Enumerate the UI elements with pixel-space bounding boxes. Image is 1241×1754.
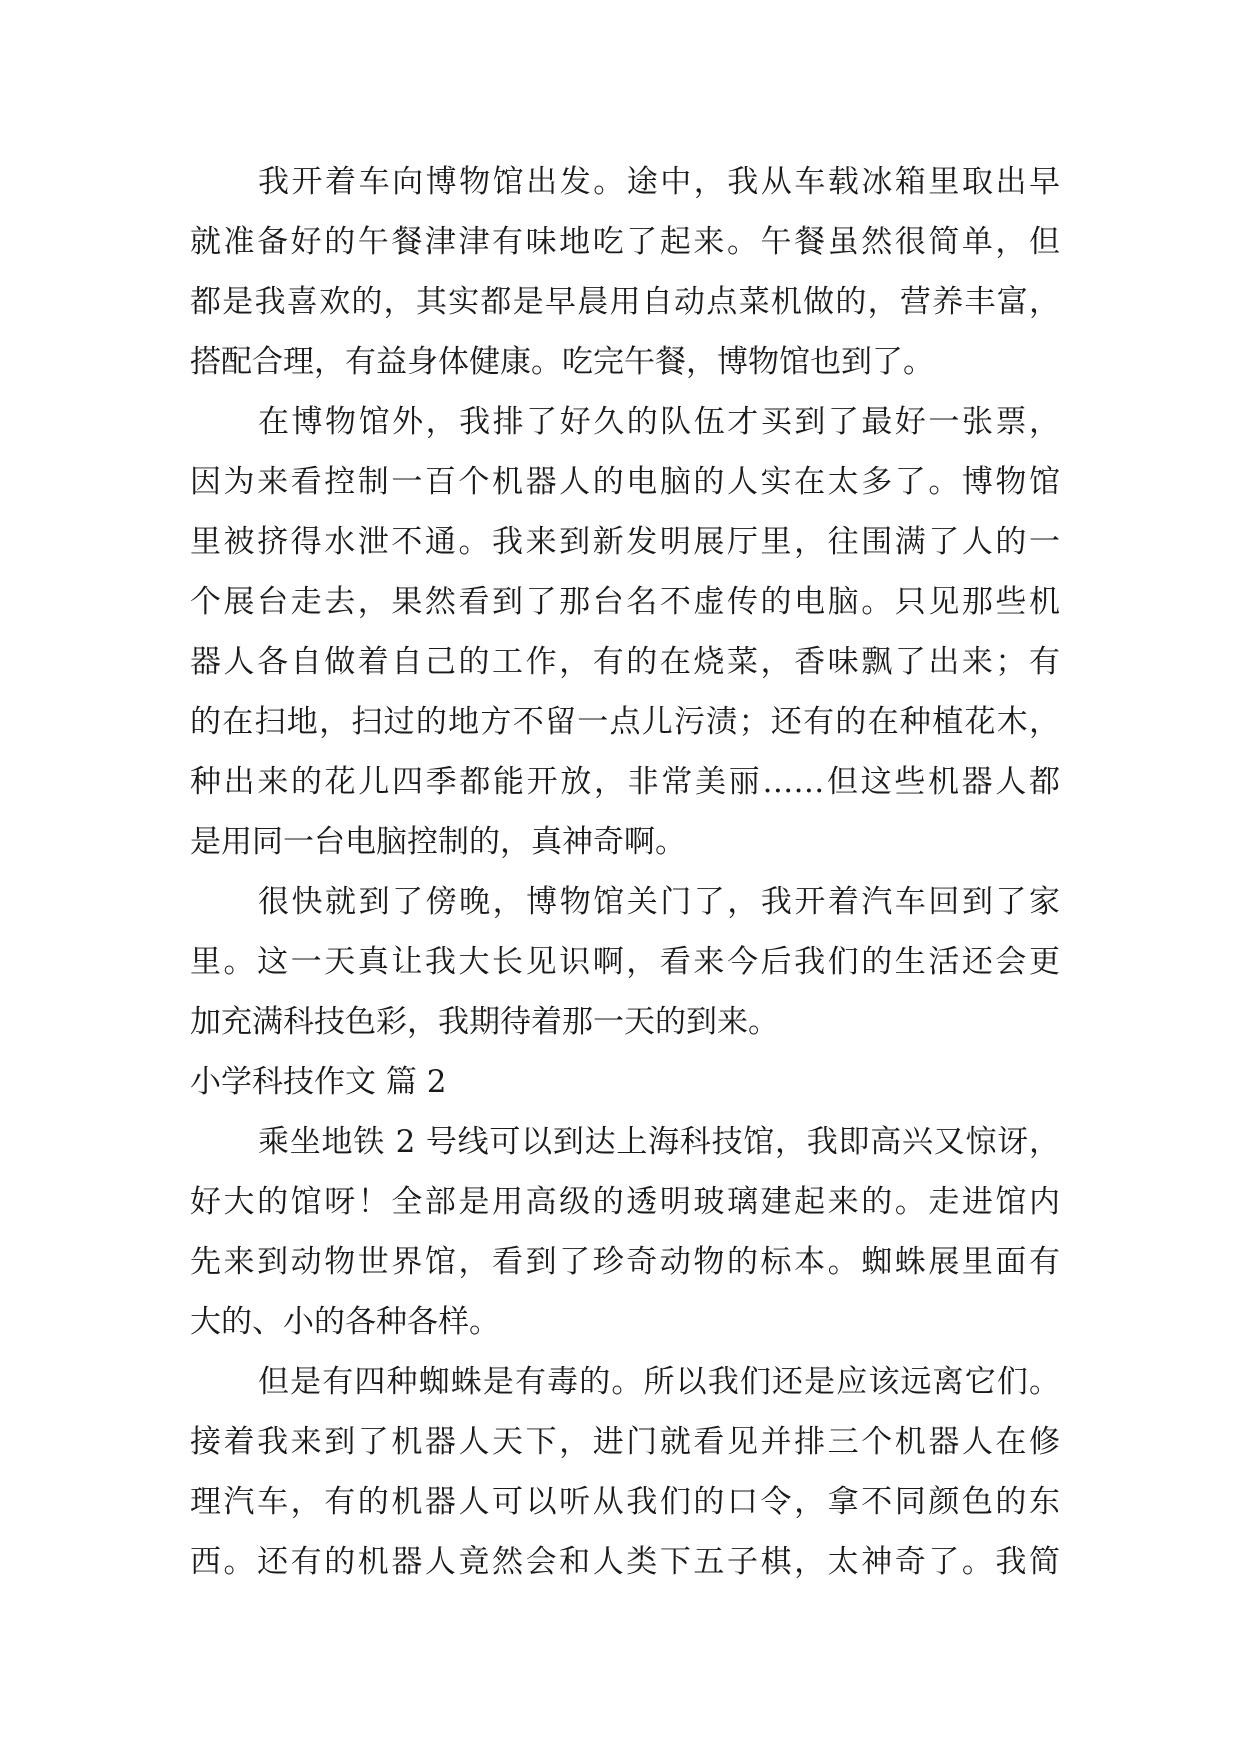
paragraph-line: 大的、小的各种各样。	[190, 1304, 500, 1340]
paragraph-line: 搭配合理，有益身体健康。吃完午餐，博物馆也到了。	[190, 344, 934, 380]
paragraph-line: 先来到动物世界馆，看到了珍奇动物的标本。蜘蛛展里面有	[190, 1244, 1060, 1280]
paragraph-line: 很快就到了傍晚，博物馆关门了，我开着汽车回到了家	[258, 884, 1060, 920]
paragraph-line: 里。这一天真让我大长见识啊，看来今后我们的生活还会更	[190, 944, 1060, 980]
paragraph-line: 都是我喜欢的，其实都是早晨用自动点菜机做的，营养丰富，	[190, 284, 1060, 320]
paragraph-line: 好大的馆呀！全部是用高级的透明玻璃建起来的。走进馆内	[190, 1184, 1060, 1220]
paragraph-line: 个展台走去，果然看到了那台名不虚传的电脑。只见那些机	[190, 584, 1060, 620]
paragraph-line: 接着我来到了机器人天下，进门就看见并排三个机器人在修	[190, 1424, 1060, 1460]
paragraph-line: 理汽车，有的机器人可以听从我们的口令，拿不同颜色的东	[190, 1484, 1060, 1520]
paragraph-line: 在博物馆外，我排了好久的队伍才买到了最好一张票，	[258, 404, 1060, 440]
paragraph-line: 里被挤得水泄不通。我来到新发明展厅里，往围满了人的一	[190, 524, 1060, 560]
paragraph-line: 但是有四种蜘蛛是有毒的。所以我们还是应该远离它们。	[258, 1364, 1060, 1400]
paragraph-line: 是用同一台电脑控制的，真神奇啊。	[190, 824, 686, 860]
paragraph-line: 因为来看控制一百个机器人的电脑的人实在太多了。博物馆	[190, 464, 1060, 500]
paragraph-line: 西。还有的机器人竟然会和人类下五子棋，太神奇了。我简	[190, 1544, 1060, 1580]
paragraph-line: 种出来的花儿四季都能开放，非常美丽……但这些机器人都	[190, 764, 1060, 800]
paragraph-line: 我开着车向博物馆出发。途中，我从车载冰箱里取出早	[258, 164, 1060, 200]
paragraph-line: 的在扫地，扫过的地方不留一点儿污渍；还有的在种植花木，	[190, 704, 1060, 740]
paragraph-line: 乘坐地铁 2 号线可以到达上海科技馆，我即高兴又惊讶，	[258, 1124, 1060, 1160]
paragraph-line: 就准备好的午餐津津有味地吃了起来。午餐虽然很简单，但	[190, 224, 1060, 260]
section-heading: 小学科技作文 篇 2	[190, 1064, 447, 1100]
paragraph-line: 器人各自做着自己的工作，有的在烧菜，香味飘了出来；有	[190, 644, 1060, 680]
paragraph-line: 加充满科技色彩，我期待着那一天的到来。	[190, 1004, 779, 1040]
